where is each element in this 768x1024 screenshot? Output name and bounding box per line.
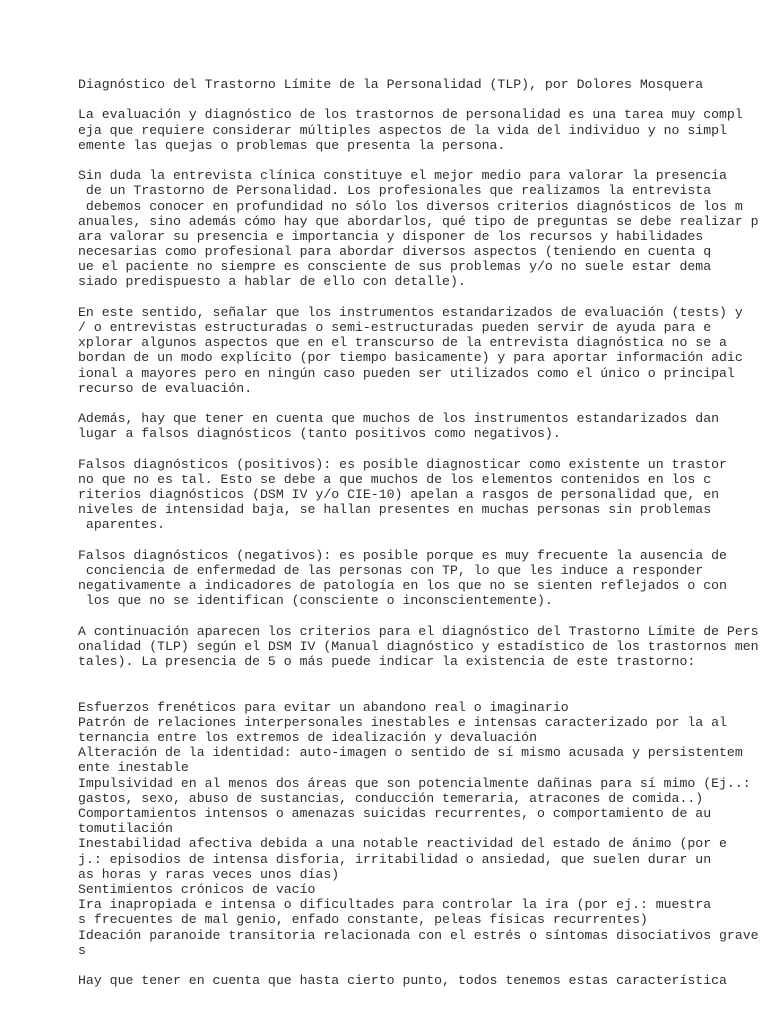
paragraph [78, 168, 758, 290]
paragraph-line: riterios diagnósticos (DSM IV y/o CIE-10) apelan a rasgos de personalidad que, en [78, 487, 720, 503]
paragraph [78, 305, 758, 396]
paragraph-line: Además, hay que tener en cuenta que muchos de los instrumentos estandarizados dan [78, 411, 720, 427]
criteria-line: gastos, sexo, abuso de sustancias, conducción temeraria, atracones de comida..) [78, 790, 704, 806]
criteria-line: Esfuerzos frenéticos para evitar un abandono real o imaginario [78, 699, 569, 715]
criteria-line: Alteración de la identidad: auto-imagen o sentido de sí mismo acusada y persistentem [78, 745, 743, 761]
paragraph-line: de un Trastorno de Personalidad. Los profesionales que realizamos la entrevista [78, 183, 712, 199]
paragraph [78, 411, 758, 441]
paragraph-line: Falsos diagnósticos (negativos): es posible porque es muy frecuente la ausencia de [78, 547, 727, 563]
criteria-line: s frecuentes de mal genio, enfado constante, peleas físicas recurrentes) [78, 912, 648, 928]
paragraph-line: ara valorar su presencia e importancia y disponer de los recursos y habilidades [78, 228, 704, 244]
paragraph-line: negativamente a indicadores de patología en los que no se sienten reflejados o con [78, 578, 727, 594]
paragraph-line: conciencia de enfermedad de las personas con TP, lo que les induce a responder [78, 563, 704, 578]
paragraph-line: ional a mayores pero en ningún caso pueden ser utilizados como el único o principal [78, 365, 735, 381]
paragraph-line: eja que requiere considerar múltiples aspectos de la vida del individuo y no simpl [78, 122, 727, 138]
paragraph-line: onalidad (TLP) según el DSM IV (Manual diagnóstico y estadístico de los trastornos men [78, 638, 759, 654]
paragraph-line: recurso de evaluación. [78, 380, 253, 396]
paragraph-line: Falsos diagnósticos (positivos): es posible diagnosticar como existente un trastor [78, 456, 727, 472]
criteria-line: Sentimientos crónicos de vacío [78, 881, 316, 897]
criteria-line: as horas y raras veces unos días) [78, 866, 340, 882]
criteria-line: Impulsividad en al menos dos áreas que son potencialmente dañinas para sí mimo (Ej..: [78, 775, 751, 791]
paragraph-line: Sin duda la entrevista clínica constituye el mejor medio para valorar la presencia [78, 168, 727, 184]
paragraph-line: A continuación aparecen los criterios para el diagnóstico del Trastorno Límite de Pers [78, 623, 759, 639]
paragraph-line: debemos conocer en profundidad no sólo los diversos criterios diagnósticos de los m [78, 198, 743, 214]
paragraph-line: tales). La presencia de 5 o más puede indicar la existencia de este trastorno: [78, 654, 696, 670]
closing-paragraph [78, 973, 758, 988]
paragraph-line: / o entrevistas estructuradas o semi-estructuradas pueden servir de ayuda para e [78, 320, 712, 335]
paragraph-line: niveles de intensidad baja, se hallan presentes en muchas personas sin problemas [78, 502, 712, 518]
criteria-list [78, 700, 758, 958]
criteria-line: j.: episodios de intensa disforia, irritabilidad o ansiedad, que suelen durar un [78, 851, 712, 867]
paragraph-line: bordan de un modo explícito (por tiempo basicamente) y para aportar información adic [78, 350, 743, 366]
criteria-line: ente inestable [78, 760, 189, 776]
document-body [78, 107, 758, 669]
closing-line: Hay que tener en cuenta que hasta cierto punto, todos tenemos estas característica [78, 973, 727, 989]
paragraph-line: xplorar algunos aspectos que en el transcurso de la entrevista diagnóstica no se a [78, 335, 727, 351]
paragraph-line: necesarias como profesional para abordar diversos aspectos (teniendo en cuenta q [78, 244, 712, 260]
paragraph-line: los que no se identifican (consciente o inconscientemente). [78, 593, 553, 609]
criteria-line: ternancia entre los extremos de idealización y devaluación [78, 730, 537, 746]
paragraph-line: La evaluación y diagnóstico de los trastornos de personalidad es una tarea muy compl [78, 107, 743, 123]
criteria-line: Comportamientos intensos o amenazas suicidas recurrentes, o comportamiento de au [78, 806, 712, 822]
paragraph-line: lugar a falsos diagnósticos (tanto positivos como negativos). [78, 426, 561, 442]
criteria-line: Ideación paranoide transitoria relacionada con el estrés o síntomas disociativos grave [78, 927, 759, 943]
title-line: Diagnóstico del Trastorno Límite de la Personalidad (TLP), por Dolores Mosquera [78, 77, 704, 92]
paragraph-line: En este sentido, señalar que los instrumentos estandarizados de evaluación (tests) y [78, 304, 743, 320]
paragraph [78, 107, 758, 153]
criteria-line: s [78, 942, 86, 958]
criteria-line: Ira inapropiada e intensa o dificultades para controlar la ira (por ej.: muestra [78, 897, 712, 913]
paragraph [78, 457, 758, 533]
criteria-line: Patrón de relaciones interpersonales inestables e intensas caracterizado por la al [78, 714, 727, 730]
paragraph-line: ue el paciente no siempre es consciente de sus problemas y/o no suele estar dema [78, 259, 712, 275]
document-title [78, 77, 758, 92]
document-page [78, 77, 758, 988]
paragraph [78, 548, 758, 609]
paragraph-line: anuales, sino además cómo hay que abordarlos, qué tipo de preguntas se debe realizar p [78, 213, 759, 229]
paragraph [78, 624, 758, 670]
paragraph-line: no que no es tal. Esto se debe a que muchos de los elementos contenidos en los c [78, 471, 712, 487]
criteria-line: tomutilación [78, 821, 173, 837]
paragraph-line: aparentes. [78, 517, 166, 533]
paragraph-line: emente las quejas o problemas que presenta la persona. [78, 137, 506, 153]
criteria-line: Inestabilidad afectiva debida a una notable reactividad del estado de ánimo (por e [78, 836, 727, 852]
paragraph-line: siado predispuesto a hablar de ello con detalle). [78, 274, 466, 290]
